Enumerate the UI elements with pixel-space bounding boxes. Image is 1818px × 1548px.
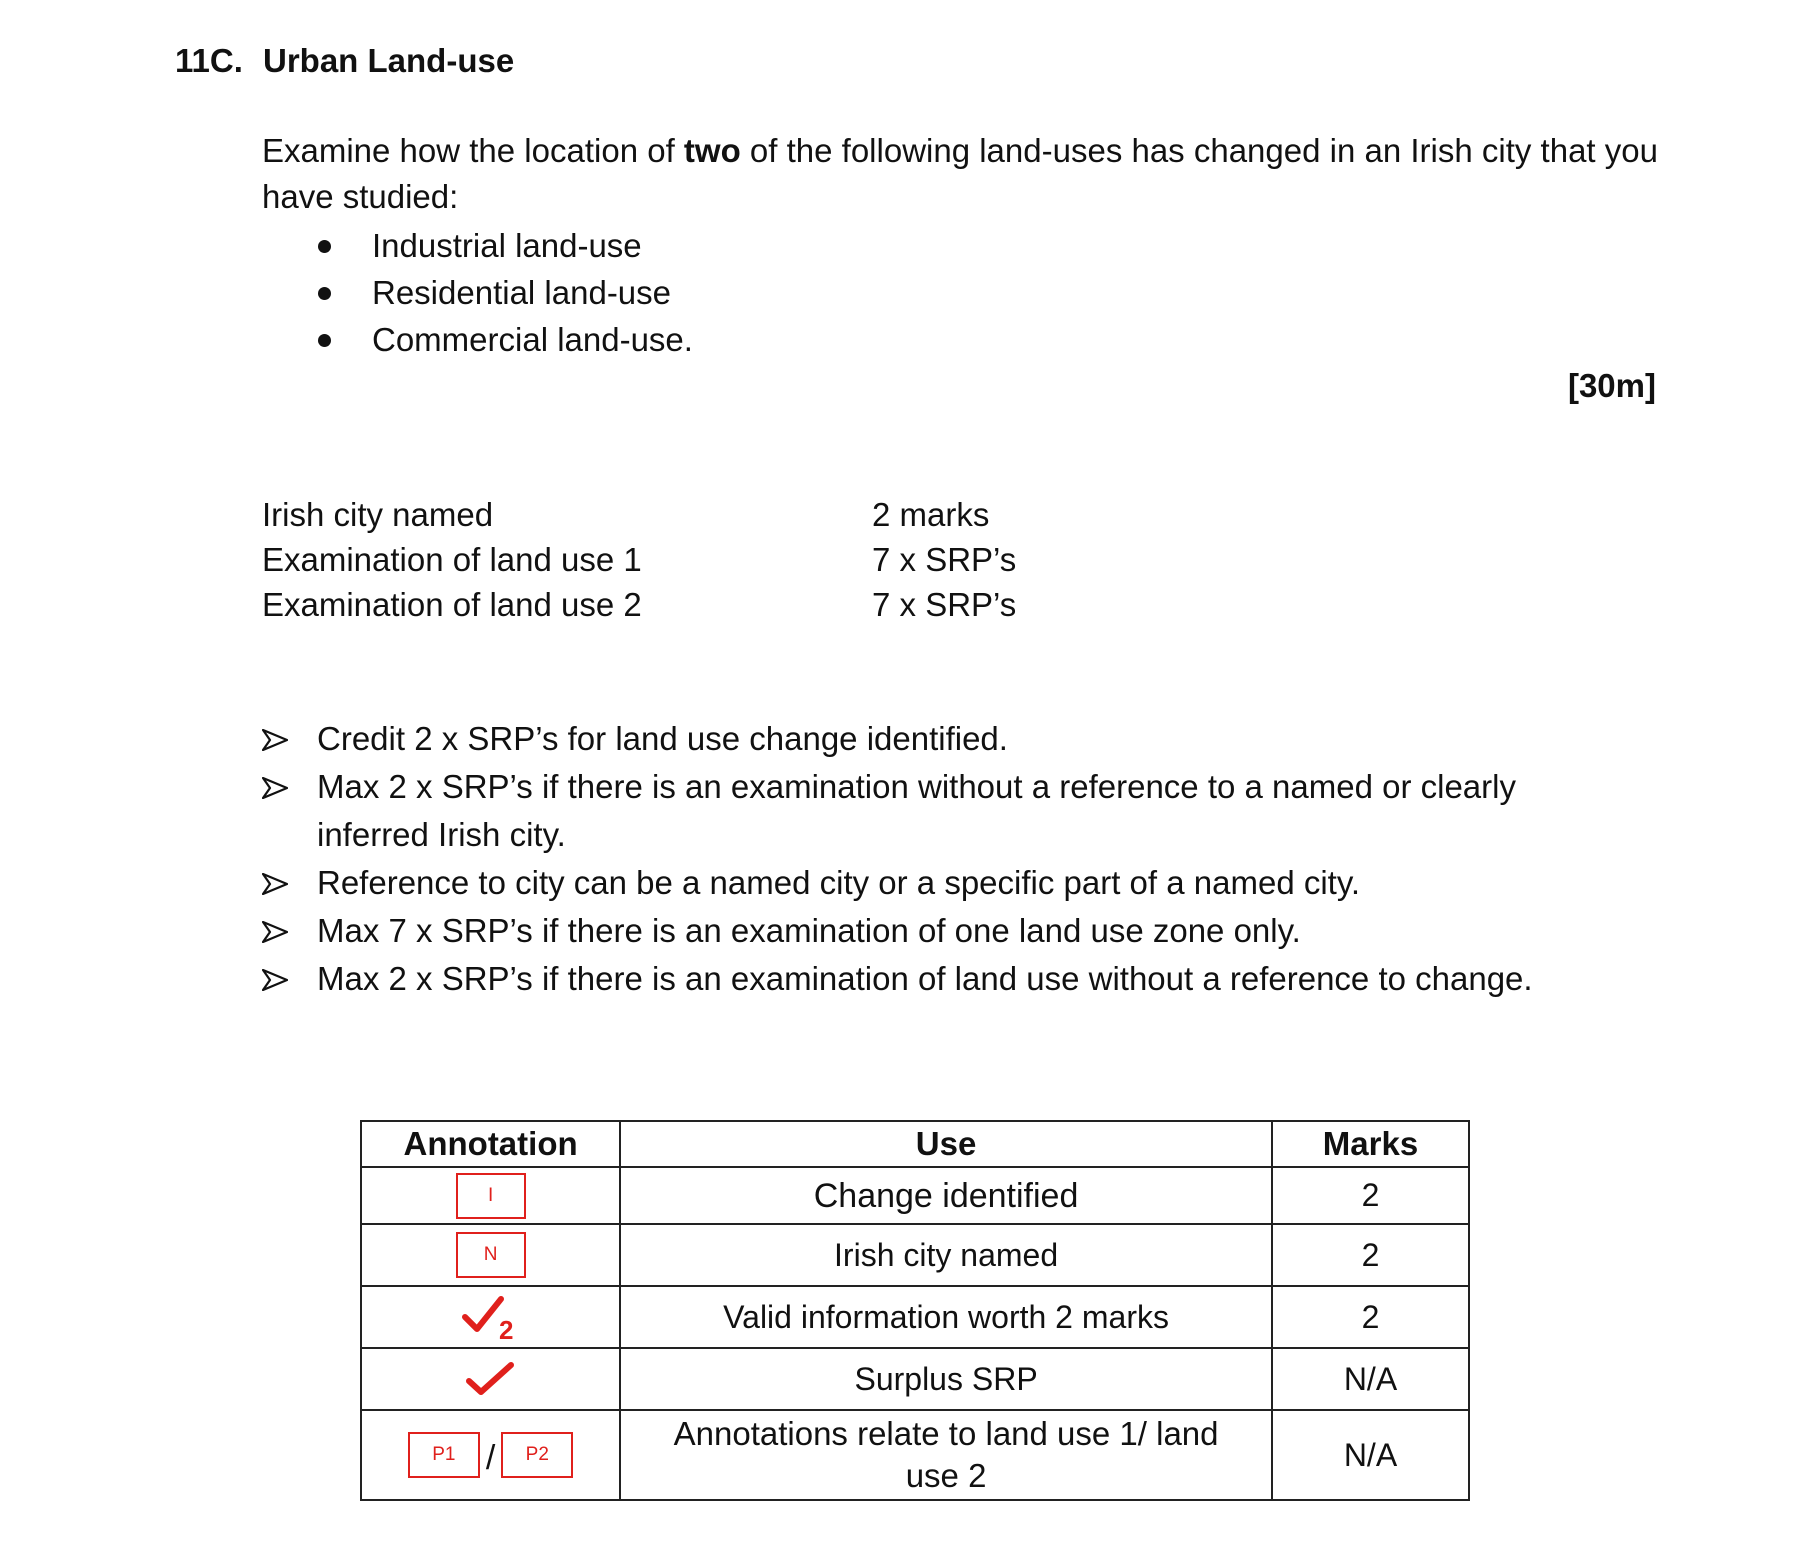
marking-scheme — [262, 492, 1162, 627]
table-row — [361, 1348, 1469, 1410]
scheme-label: Examination of land use 1 — [262, 541, 642, 578]
marks-cell: N/A — [1272, 1410, 1469, 1500]
note-text: Max 2 x SRP’s if there is an examination of land use without a reference to change. — [317, 960, 1533, 997]
scheme-row — [262, 537, 1162, 582]
option-label: Residential land-use — [372, 274, 672, 311]
use-cell: Annotations relate to land use 1/ land use 2 — [620, 1410, 1272, 1500]
option-label: Commercial land-use. — [372, 321, 693, 358]
option-label: Industrial land-use — [372, 227, 642, 264]
annotation-cell — [361, 1410, 620, 1500]
bullet-icon — [318, 240, 331, 253]
list-item — [262, 859, 1612, 907]
scheme-value: 2 marks — [872, 496, 990, 533]
section-heading — [175, 42, 514, 80]
note-text: Max 7 x SRP’s if there is an examination of one land use zone only. — [317, 912, 1301, 949]
note-text: Reference to city can be a named city or a specific part of a named city. — [317, 864, 1361, 901]
tick-number-label: 2 — [498, 1315, 514, 1341]
section-number: 11C. — [175, 42, 243, 79]
question-intro: Examine how the location of — [262, 132, 684, 169]
total-marks: [30m] — [1567, 367, 1656, 404]
city-named-stamp-icon: N — [456, 1232, 526, 1278]
annotation-cell — [361, 1224, 620, 1286]
list-item — [262, 955, 1612, 1003]
arrow-bullet-icon — [262, 969, 288, 991]
list-item — [310, 316, 693, 363]
list-item — [310, 222, 693, 269]
arrow-bullet-icon — [262, 729, 288, 751]
marking-notes — [262, 715, 1612, 1003]
list-item — [262, 715, 1612, 763]
scheme-value: 7 x SRP’s — [872, 586, 1017, 623]
annotation-cell — [361, 1286, 620, 1348]
column-header-marks: Marks — [1272, 1121, 1469, 1167]
section-title: Urban Land-use — [263, 42, 515, 79]
question-rest: of the following land-uses has changed in an Irish city that you have studied: — [262, 132, 1658, 215]
note-text: Credit 2 x SRP’s for land use change identified. — [317, 720, 1008, 757]
column-header-use: Use — [620, 1121, 1272, 1167]
change-identified-stamp-icon: I — [456, 1173, 526, 1219]
use-cell: Change identified — [620, 1167, 1272, 1224]
arrow-bullet-icon — [262, 873, 288, 895]
table-row — [361, 1224, 1469, 1286]
marks-cell: 2 — [1272, 1224, 1469, 1286]
note-text: Max 2 x SRP’s if there is an examination without a reference to a named or clearly inferred Irish city. — [317, 768, 1516, 853]
scheme-value: 7 x SRP’s — [872, 541, 1017, 578]
bullet-icon — [318, 334, 331, 347]
scheme-label: Irish city named — [262, 496, 494, 533]
arrow-bullet-icon — [262, 777, 288, 799]
question-emphasis: two — [683, 132, 741, 169]
separator-slash: / — [485, 1439, 496, 1477]
tick-two-icon — [459, 1293, 523, 1341]
table-header-row — [361, 1121, 1469, 1167]
table-row — [361, 1167, 1469, 1224]
scheme-label: Examination of land use 2 — [262, 586, 642, 623]
use-cell: Irish city named — [620, 1224, 1272, 1286]
annotation-cell — [361, 1348, 620, 1410]
land-use-options — [310, 222, 693, 363]
annotation-cell — [361, 1167, 620, 1224]
question-text — [262, 128, 1662, 220]
table-row — [361, 1410, 1469, 1500]
land-use-2-stamp-icon: P2 — [501, 1432, 573, 1478]
use-cell: Surplus SRP — [620, 1348, 1272, 1410]
scheme-row — [262, 492, 1162, 537]
table-row — [361, 1286, 1469, 1348]
list-item — [262, 907, 1612, 955]
marks-cell: N/A — [1272, 1348, 1469, 1410]
land-use-1-stamp-icon: P1 — [408, 1432, 480, 1478]
marks-cell: 2 — [1272, 1286, 1469, 1348]
arrow-bullet-icon — [262, 921, 288, 943]
bullet-icon — [318, 287, 331, 300]
tick-icon — [463, 1359, 519, 1399]
use-cell: Valid information worth 2 marks — [620, 1286, 1272, 1348]
annotation-table — [360, 1120, 1470, 1501]
scheme-row — [262, 582, 1162, 627]
list-item — [262, 763, 1612, 859]
marks-cell: 2 — [1272, 1167, 1469, 1224]
column-header-annotation: Annotation — [361, 1121, 620, 1167]
list-item — [310, 269, 693, 316]
